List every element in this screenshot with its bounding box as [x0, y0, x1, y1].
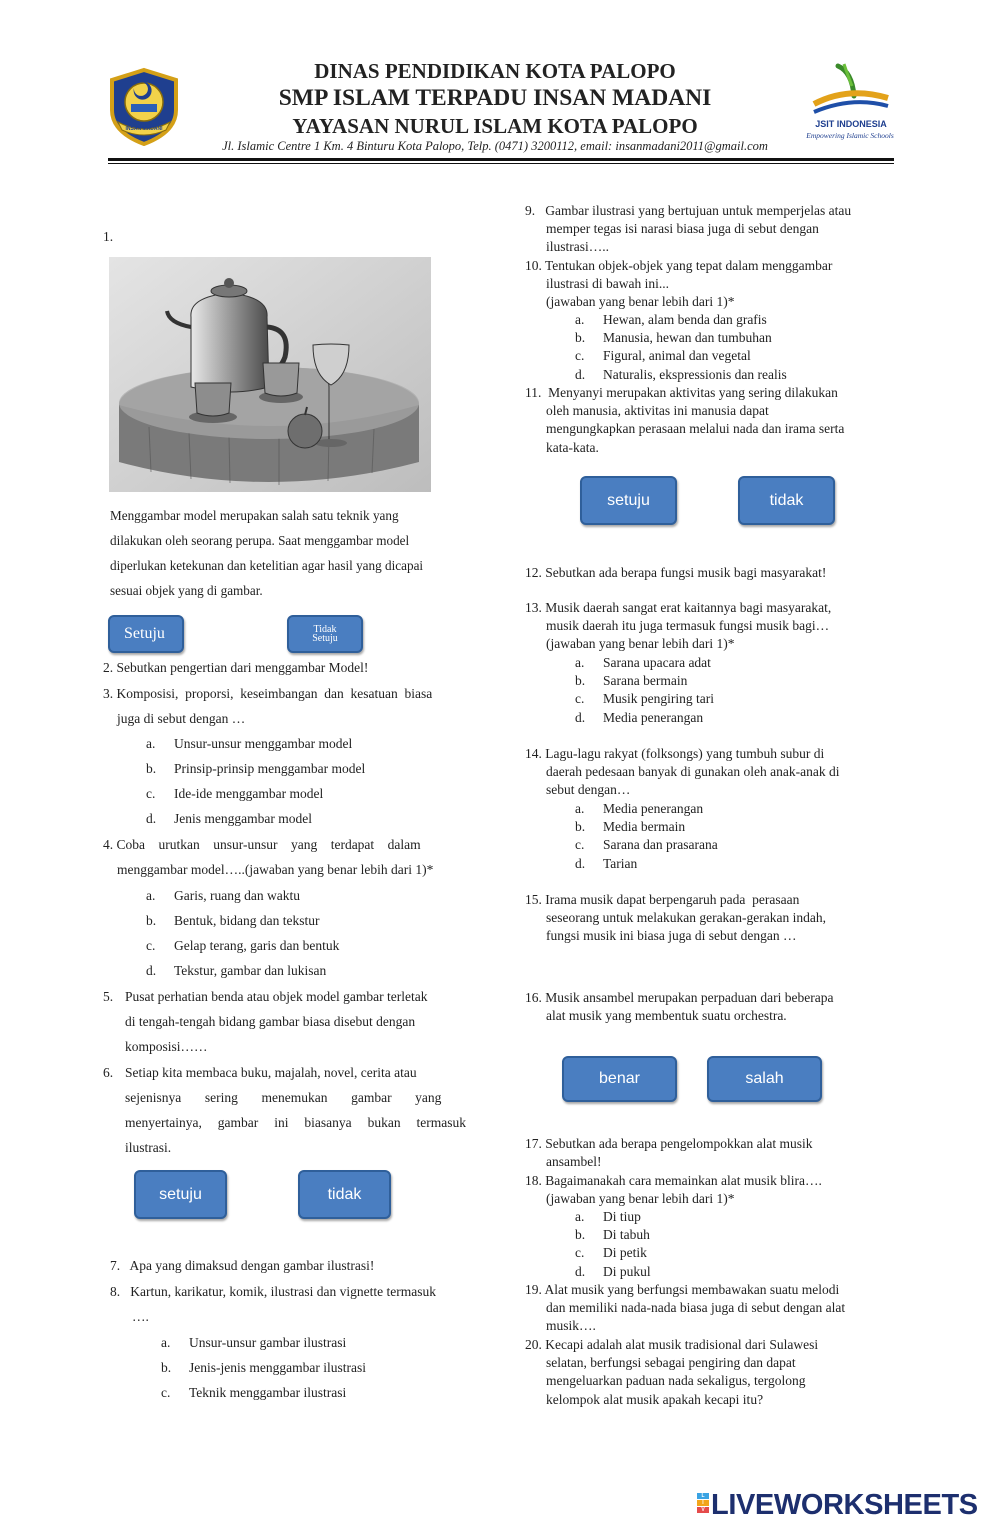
option[interactable]: [146, 731, 365, 756]
option-letter: b.: [575, 673, 586, 689]
option-text: Manusia, hewan dan tumbuhan: [603, 330, 772, 346]
question-17: [525, 1135, 813, 1171]
option-letter: a.: [146, 736, 156, 751]
option[interactable]: [575, 855, 718, 873]
question-18-line: 18. Bagaimanakah cara memainkan alat musik blira….: [525, 1173, 822, 1188]
option-letter: c.: [575, 837, 585, 853]
question-10-line: 10. Tentukan objek-objek yang tepat dalam menggambar: [525, 258, 833, 273]
question-11: [525, 384, 844, 457]
question-15: [525, 891, 826, 946]
option-text: Jenis-jenis menggambar ilustrasi: [189, 1360, 366, 1375]
option-text: Tekstur, gambar dan lukisan: [174, 963, 327, 978]
question-19: [525, 1281, 845, 1336]
header-address: Jl. Islamic Centre 1 Km. 4 Binturu Kota Palopo, Telp. (0471) 3200112, email: insanmadani2011@gmail.com: [222, 139, 768, 153]
option-text: Media penerangan: [603, 801, 704, 816]
option[interactable]: [575, 1244, 651, 1262]
option-text: Unsur-unsur gambar ilustrasi: [189, 1335, 347, 1350]
question-11-line: oleh manusia, aktivitas ini manusia dapat: [546, 403, 769, 419]
q6-tidak-button[interactable]: tidak: [298, 1170, 391, 1219]
option[interactable]: [146, 806, 365, 831]
question-4-line: menggambar model…..(jawaban yang benar lebih dari 1)*: [117, 862, 434, 877]
option-letter: b.: [575, 330, 586, 346]
header-line-1: DINAS PENDIDIKAN KOTA PALOPO: [314, 59, 676, 83]
option-text: Prinsip-prinsip menggambar model: [174, 761, 366, 776]
header-rule-thick: [108, 158, 894, 161]
option[interactable]: [575, 347, 787, 365]
option-letter: a.: [575, 801, 585, 816]
tidak-setuju-label-2: Setuju: [312, 633, 338, 644]
question-13: [525, 599, 831, 654]
question-20: [525, 1336, 818, 1409]
option-letter: c.: [161, 1385, 171, 1400]
question-19-line: 19. Alat musik yang berfungsi membawakan suatu melodi: [525, 1282, 840, 1297]
question-4-line: 4. Coba urutkan unsur-unsur yang terdapat dalam: [103, 837, 421, 852]
option-letter: b.: [146, 761, 157, 776]
school-logo: [104, 66, 184, 146]
option-letter: a.: [575, 312, 585, 327]
q6-setuju-button[interactable]: setuju: [134, 1170, 227, 1219]
question-15-line: 15. Irama musik dapat berpengaruh pada perasaan: [525, 892, 800, 907]
liveworksheets-brand: LIVEWORKSHEETS: [711, 1489, 978, 1521]
question-12: 12. Sebutkan ada berapa fungsi musik bagi masyarakat!: [525, 565, 827, 580]
question-9-line: memper tegas isi narasi biasa juga di sebut dengan: [546, 221, 819, 237]
option-text: Media penerangan: [603, 709, 704, 725]
header-line-3: YAYASAN NURUL ISLAM KOTA PALOPO: [292, 114, 698, 138]
question-1-line: dilakukan oleh seorang perupa. Saat menggambar model: [110, 533, 410, 548]
setuju-button-label: Setuju: [124, 625, 165, 642]
question-14-line: daerah pedesaan banyak di gunakan oleh anak-anak di: [546, 764, 840, 780]
question-13-line: 13. Musik daerah sangat erat kaitannya bagi masyarakat,: [525, 600, 832, 615]
option-text: Unsur-unsur menggambar model: [174, 736, 353, 751]
question-19-line: dan memiliki nada-nada biasa juga di sebut dengan alat: [546, 1300, 846, 1316]
question-6: [125, 1060, 466, 1160]
question-14-line: 14. Lagu-lagu rakyat (folksongs) yang tumbuh subur di: [525, 746, 825, 761]
question-11-line: mengungkapkan perasaan melalui nada dan irama serta: [546, 421, 845, 437]
question-13-line: (jawaban yang benar lebih dari 1)*: [546, 636, 735, 652]
option-text: Garis, ruang dan waktu: [174, 888, 300, 903]
question-14-line: sebut dengan…: [546, 782, 631, 798]
question-18-line: (jawaban yang benar lebih dari 1)*: [546, 1191, 735, 1207]
option[interactable]: [146, 933, 339, 958]
question-16-line: alat musik yang membentuk suatu orchestra.: [546, 1008, 787, 1024]
tidak-setuju-label-1: Tidak: [313, 624, 337, 635]
question-4-options: [146, 883, 339, 983]
option-letter: a.: [146, 888, 156, 903]
question-16-line: 16. Musik ansambel merupakan perpaduan dari beberapa: [525, 990, 834, 1005]
question-1-number: 1.: [103, 229, 114, 244]
option-letter: b.: [575, 1227, 586, 1243]
question-4: [103, 832, 466, 882]
option-letter: d.: [575, 709, 586, 725]
question-10-line: ilustrasi di bawah ini...: [546, 276, 669, 292]
option[interactable]: [575, 654, 714, 672]
option-letter: a.: [575, 655, 585, 670]
option-text: Naturalis, ekspressionis dan realis: [603, 366, 787, 382]
option-text: Di tiup: [603, 1209, 641, 1224]
option-text: Di tabuh: [603, 1227, 650, 1243]
logo-block-v: V: [697, 1507, 709, 1513]
question-1-line: Menggambar model merupakan salah satu teknik yang: [110, 508, 399, 523]
option[interactable]: [146, 958, 339, 983]
option-letter: d.: [146, 963, 157, 978]
question-10: [525, 257, 832, 312]
option[interactable]: [575, 329, 787, 347]
question-1-line: diperlukan ketekunan dan ketelitian agar hasil yang dicapai: [110, 558, 424, 573]
question-5-number: 5.: [103, 989, 114, 1004]
jsit-logo-icon: [808, 62, 894, 118]
option-letter: d.: [575, 366, 586, 382]
option-text: Hewan, alam benda dan grafis: [603, 312, 767, 327]
question-13-line: musik daerah itu juga termasuk fungsi musik bagi…: [546, 618, 830, 634]
still-life-drawing: [109, 257, 431, 492]
question-7: 7. Apa yang dimaksud dengan gambar ilustrasi!: [110, 1258, 375, 1273]
question-6-line: sejenisnya sering menemukan gambar yang: [125, 1090, 442, 1105]
option[interactable]: [575, 311, 787, 329]
option-letter: c.: [575, 348, 585, 364]
option[interactable]: [161, 1355, 366, 1380]
option-text: Di petik: [603, 1245, 647, 1261]
question-16: [525, 989, 834, 1025]
liveworksheets-logo: [697, 1488, 993, 1522]
option[interactable]: [575, 800, 718, 818]
question-20-line: 20. Kecapi adalah alat musik tradisional dari Sulawesi: [525, 1337, 819, 1352]
question-8-line: 8. Kartun, karikatur, komik, ilustrasi dan vignette termasuk: [110, 1284, 437, 1299]
option-text: Media bermain: [603, 819, 686, 835]
question-20-line: mengeluarkan paduan nada sekaligus, tergolong: [546, 1373, 806, 1389]
question-18-options: [575, 1208, 651, 1281]
question-6-line: menyertainya, gambar ini biasanya bukan termasuk: [125, 1115, 466, 1130]
option-text: Sarana upacara adat: [603, 655, 711, 670]
option-letter: a.: [161, 1335, 171, 1350]
question-9-line: 9. Gambar ilustrasi yang bertujuan untuk memperjelas atau: [525, 203, 852, 218]
logo-block-i: I: [697, 1500, 709, 1506]
option-letter: d.: [575, 855, 586, 871]
question-8-line: ….: [132, 1309, 149, 1324]
question-18: [525, 1172, 822, 1208]
option[interactable]: [161, 1380, 366, 1405]
jsit-logo-title: JSIT INDONESIA: [815, 119, 887, 129]
option-letter: d.: [575, 1263, 586, 1279]
option[interactable]: [575, 836, 718, 854]
option[interactable]: [146, 781, 365, 806]
option-text: Bentuk, bidang dan tekstur: [174, 913, 320, 928]
jsit-logo: [808, 62, 894, 148]
question-5-line: di tengah-tengah bidang gambar biasa disebut dengan: [125, 1014, 416, 1029]
question-2: 2. Sebutkan pengertian dari menggambar Model!: [103, 660, 369, 675]
option[interactable]: [146, 908, 339, 933]
option[interactable]: [575, 709, 714, 727]
question-13-options: [575, 654, 714, 727]
question-9-line: ilustrasi…..: [546, 239, 609, 255]
question-6-number: 6.: [103, 1065, 114, 1080]
question-8: [110, 1279, 470, 1329]
option[interactable]: [575, 818, 718, 836]
question-17-line: ansambel!: [546, 1154, 602, 1170]
question-14: [525, 745, 840, 800]
header-rule-thin: [108, 163, 894, 164]
question-11-line: kata-kata.: [546, 439, 599, 455]
option-text: Musik pengiring tari: [603, 691, 714, 707]
q11-setuju-button[interactable]: setuju: [580, 476, 677, 525]
question-20-line: kelompok alat musik apakah kecapi itu?: [546, 1391, 764, 1407]
question-3-line: 3. Komposisi, proporsi, keseimbangan dan kesatuan biasa: [103, 686, 433, 701]
option-letter: c.: [146, 938, 156, 953]
option-text: Tarian: [603, 855, 638, 871]
option-text: Di pukul: [603, 1263, 651, 1279]
question-3-options: [146, 731, 365, 831]
liveworksheets-logo-icon: [697, 1493, 710, 1519]
question-19-line: musik….: [546, 1318, 596, 1334]
logo-block-l: L: [697, 1493, 709, 1499]
setuju-button[interactable]: [108, 615, 184, 653]
option-text: Ide-ide menggambar model: [174, 786, 324, 801]
option-letter: b.: [146, 913, 157, 928]
question-8-options: [161, 1330, 366, 1405]
option-text: Teknik menggambar ilustrasi: [189, 1385, 347, 1400]
option[interactable]: [575, 690, 714, 708]
option-text: Gelap terang, garis dan bentuk: [174, 938, 340, 953]
question-11-line: 11. Menyanyi merupakan aktivitas yang sering dilakukan: [525, 385, 838, 400]
question-1-text: [110, 503, 470, 603]
school-logo-text: INSAN MADANI: [125, 126, 163, 132]
question-10-line: (jawaban yang benar lebih dari 1)*: [546, 294, 735, 310]
question-6-line: Setiap kita membaca buku, majalah, novel, cerita atau: [125, 1065, 417, 1080]
question-1-line: sesuai objek yang di gambar.: [110, 583, 263, 598]
q16-benar-button[interactable]: benar: [562, 1056, 677, 1102]
option-letter: c.: [146, 786, 156, 801]
option[interactable]: [161, 1330, 366, 1355]
jsit-logo-tagline: Empowering Islamic Schools: [806, 131, 894, 140]
option-letter: c.: [575, 691, 585, 707]
option[interactable]: [575, 366, 787, 384]
q16-salah-button[interactable]: salah: [707, 1056, 822, 1102]
option[interactable]: [575, 1263, 651, 1281]
option-text: Jenis menggambar model: [174, 811, 312, 826]
option[interactable]: [575, 672, 714, 690]
still-life-drawing-image: [109, 257, 431, 492]
option-letter: a.: [575, 1209, 585, 1224]
option[interactable]: [146, 883, 339, 908]
question-6-line: ilustrasi.: [125, 1140, 172, 1155]
question-10-options: [575, 311, 787, 384]
option-letter: d.: [146, 811, 157, 826]
option-letter: b.: [161, 1360, 172, 1375]
option-letter: c.: [575, 1245, 585, 1261]
question-17-line: 17. Sebutkan ada berapa pengelompokkan alat musik: [525, 1136, 813, 1151]
question-5: [125, 984, 466, 1059]
option-text: Sarana dan prasarana: [603, 837, 718, 853]
q11-tidak-button[interactable]: tidak: [738, 476, 835, 525]
option[interactable]: [146, 756, 365, 781]
question-9: [525, 202, 851, 257]
question-3: [103, 681, 466, 731]
question-15-line: seseorang untuk melakukan gerakan-gerakan indah,: [546, 910, 827, 926]
option-text: Figural, animal dan vegetal: [603, 348, 751, 364]
question-20-line: selatan, berfungsi sebagai pengiring dan dapat: [546, 1355, 796, 1371]
option[interactable]: [575, 1208, 651, 1226]
question-5-line: komposisi……: [125, 1039, 208, 1054]
question-15-line: fungsi musik ini biasa juga di sebut dengan …: [546, 928, 797, 944]
tidak-setuju-button[interactable]: [287, 615, 363, 653]
header-line-2: SMP ISLAM TERPADU INSAN MADANI: [278, 85, 712, 111]
question-3-line: juga di sebut dengan …: [117, 711, 246, 726]
option[interactable]: [575, 1226, 651, 1244]
option-text: Sarana bermain: [603, 673, 688, 689]
question-5-line: Pusat perhatian benda atau objek model gambar terletak: [125, 989, 428, 1004]
option-letter: b.: [575, 819, 586, 835]
question-14-options: [575, 800, 718, 873]
